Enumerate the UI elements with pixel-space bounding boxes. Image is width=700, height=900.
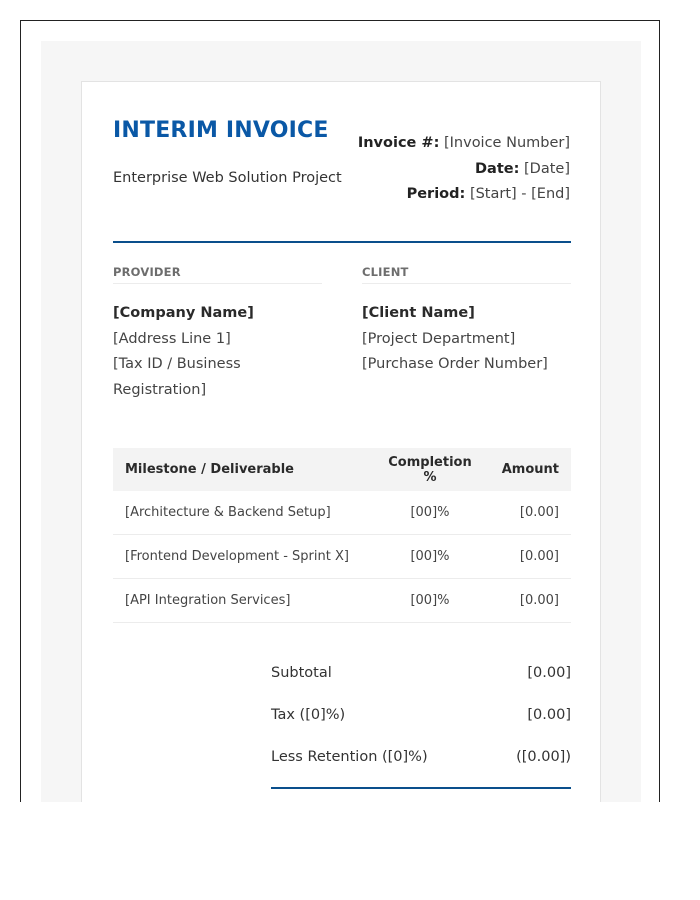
document-frame bbox=[20, 20, 660, 802]
table-row bbox=[113, 579, 571, 623]
invoice-sheet bbox=[81, 81, 601, 802]
table-row bbox=[113, 491, 571, 535]
invoice-period-value: [Start] - [End] bbox=[469, 186, 570, 202]
milestones-table bbox=[113, 448, 571, 623]
provider-block bbox=[113, 265, 322, 403]
milestone-cell: [API Integration Services] bbox=[113, 579, 375, 623]
client-block bbox=[362, 265, 571, 378]
tax-value: [0.00] bbox=[527, 707, 571, 723]
completion-cell: [00]% bbox=[375, 579, 485, 623]
client-name: [Client Name] bbox=[362, 305, 475, 321]
column-header-completion: Completion % bbox=[375, 448, 485, 491]
invoice-date-value: [Date] bbox=[524, 160, 570, 177]
retention-row bbox=[271, 736, 571, 778]
table-row bbox=[113, 535, 571, 579]
client-details bbox=[362, 301, 571, 378]
provider-address: [Address Line 1] bbox=[113, 330, 231, 347]
milestone-cell: [Frontend Development - Sprint X] bbox=[113, 535, 375, 579]
completion-cell: [00]% bbox=[375, 535, 485, 579]
subtotal-label: Subtotal bbox=[271, 665, 332, 681]
client-label: CLIENT bbox=[362, 265, 571, 284]
amount-cell: [0.00] bbox=[485, 491, 571, 535]
invoice-period-line bbox=[358, 182, 570, 208]
milestone-cell: [Architecture & Backend Setup] bbox=[113, 491, 375, 535]
invoice-number-line bbox=[358, 131, 570, 157]
provider-details bbox=[113, 301, 322, 403]
invoice-number-value: [Invoice Number] bbox=[443, 135, 570, 151]
column-header-milestone: Milestone / Deliverable bbox=[113, 448, 375, 491]
retention-label: Less Retention ([0]%) bbox=[271, 749, 428, 765]
table-header-row bbox=[113, 448, 571, 491]
invoice-period-label: Period: bbox=[406, 186, 466, 202]
provider-label: PROVIDER bbox=[113, 265, 322, 284]
invoice-title: INTERIM INVOICE bbox=[113, 118, 329, 143]
provider-name: [Company Name] bbox=[113, 305, 254, 321]
totals-divider bbox=[271, 787, 571, 789]
provider-tax-id: [Tax ID / Business Registration] bbox=[113, 356, 241, 398]
invoice-meta bbox=[358, 131, 570, 208]
client-department: [Project Department] bbox=[362, 330, 516, 347]
column-header-amount: Amount bbox=[485, 448, 571, 491]
project-subtitle: Enterprise Web Solution Project bbox=[113, 170, 342, 186]
tax-row bbox=[271, 694, 571, 736]
page-backdrop bbox=[41, 41, 641, 802]
invoice-date-line bbox=[358, 157, 570, 183]
amount-cell: [0.00] bbox=[485, 579, 571, 623]
invoice-number-label: Invoice #: bbox=[357, 135, 440, 151]
totals-block bbox=[271, 652, 571, 778]
client-po-number: [Purchase Order Number] bbox=[362, 356, 548, 372]
invoice-date-label: Date: bbox=[475, 160, 520, 177]
completion-cell: [00]% bbox=[375, 491, 485, 535]
amount-cell: [0.00] bbox=[485, 535, 571, 579]
tax-label: Tax ([0]%) bbox=[271, 707, 346, 723]
subtotal-row bbox=[271, 652, 571, 694]
header-divider bbox=[113, 241, 571, 243]
subtotal-value: [0.00] bbox=[527, 665, 571, 681]
retention-value: ([0.00]) bbox=[516, 749, 571, 765]
